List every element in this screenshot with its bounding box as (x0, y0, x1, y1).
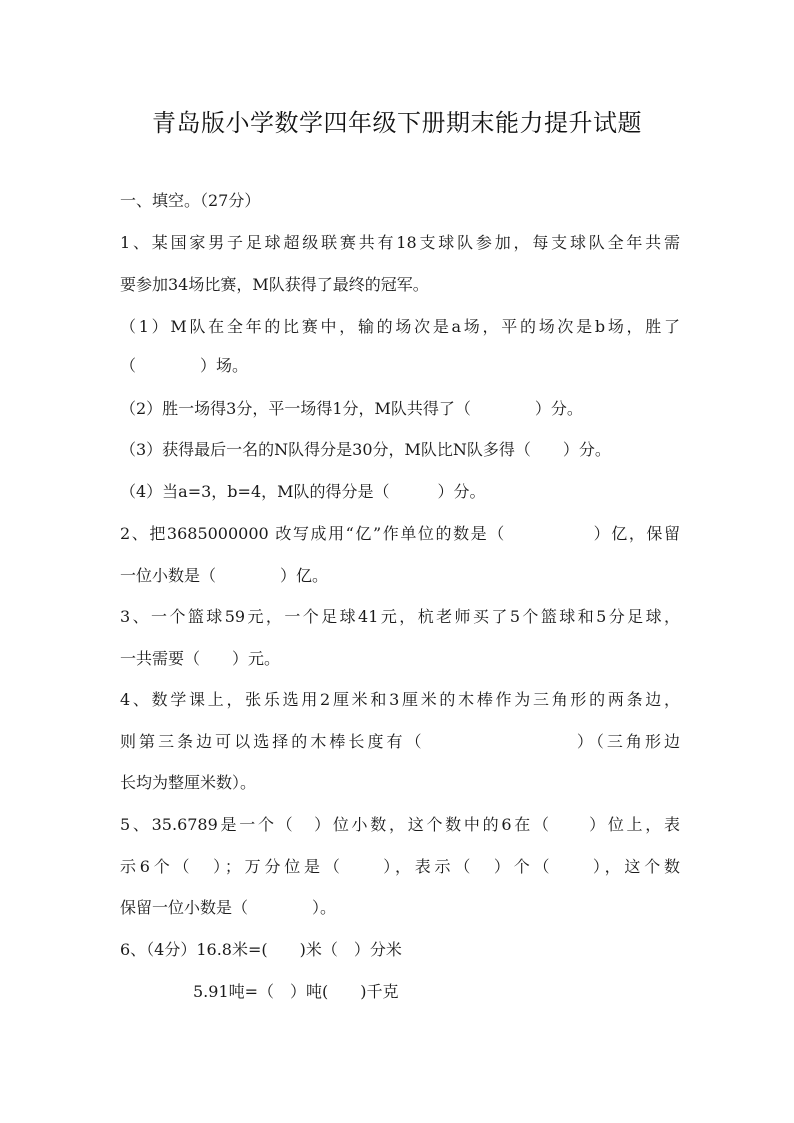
question-1-sub-2: （2）胜一场得3分，平一场得1分，M队共得了（ ）分。 (120, 399, 583, 418)
question-5-line-1: 5、35.6789是一个（ ）位小数，这个数中的6在（ ）位上，表 (120, 815, 680, 834)
question-5-line-3: 保留一位小数是（ ）。 (120, 898, 337, 917)
question-3-line-2: 一共需要（ ）元。 (120, 649, 281, 668)
section-heading: 一、填空。（27分） (120, 191, 261, 210)
question-1-sub-1-blank: （ ）场。 (120, 356, 249, 375)
question-6-line-2: 5.91吨=（ ）吨( )千克 (193, 982, 399, 1001)
question-1-line-1: 1、某国家男子足球超级联赛共有18支球队参加，每支球队全年共需 (120, 233, 680, 252)
question-1-line-2: 要参加34场比赛，M队获得了最终的冠军。 (120, 275, 429, 294)
question-3-line-1: 3、一个篮球59元，一个足球41元，杭老师买了5个篮球和5分足球， (120, 607, 680, 626)
question-4-line-3: 长均为整厘米数）。 (120, 773, 257, 792)
question-2-line-2: 一位小数是（ ）亿。 (120, 566, 329, 585)
question-1-sub-3: （3）获得最后一名的N队得分是30分，M队比N队多得（ ）分。 (120, 440, 611, 459)
question-2-line-1: 2、把3685000000 改写成用“亿”作单位的数是（ ）亿，保留 (120, 524, 680, 543)
question-1-sub-1: （1）M队在全年的比赛中，输的场次是a场，平的场次是b场，胜了 (120, 317, 680, 336)
question-5-line-2: 示6个（ ）；万分位是（ ），表示（ ）个（ ），这个数 (120, 857, 680, 876)
page-title: 青岛版小学数学四年级下册期末能力提升试题 (152, 109, 642, 137)
question-4-line-1: 4、数学课上，张乐选用2厘米和3厘米的木棒作为三角形的两条边， (120, 690, 680, 709)
question-6-line-1: 6、（4分）16.8米=( )米（ ）分米 (120, 940, 402, 959)
question-4-line-2: 则第三条边可以选择的木棒长度有（ ）（三角形边 (120, 732, 680, 751)
question-1-sub-4: （4）当a=3，b=4，M队的得分是（ ）分。 (120, 482, 486, 501)
